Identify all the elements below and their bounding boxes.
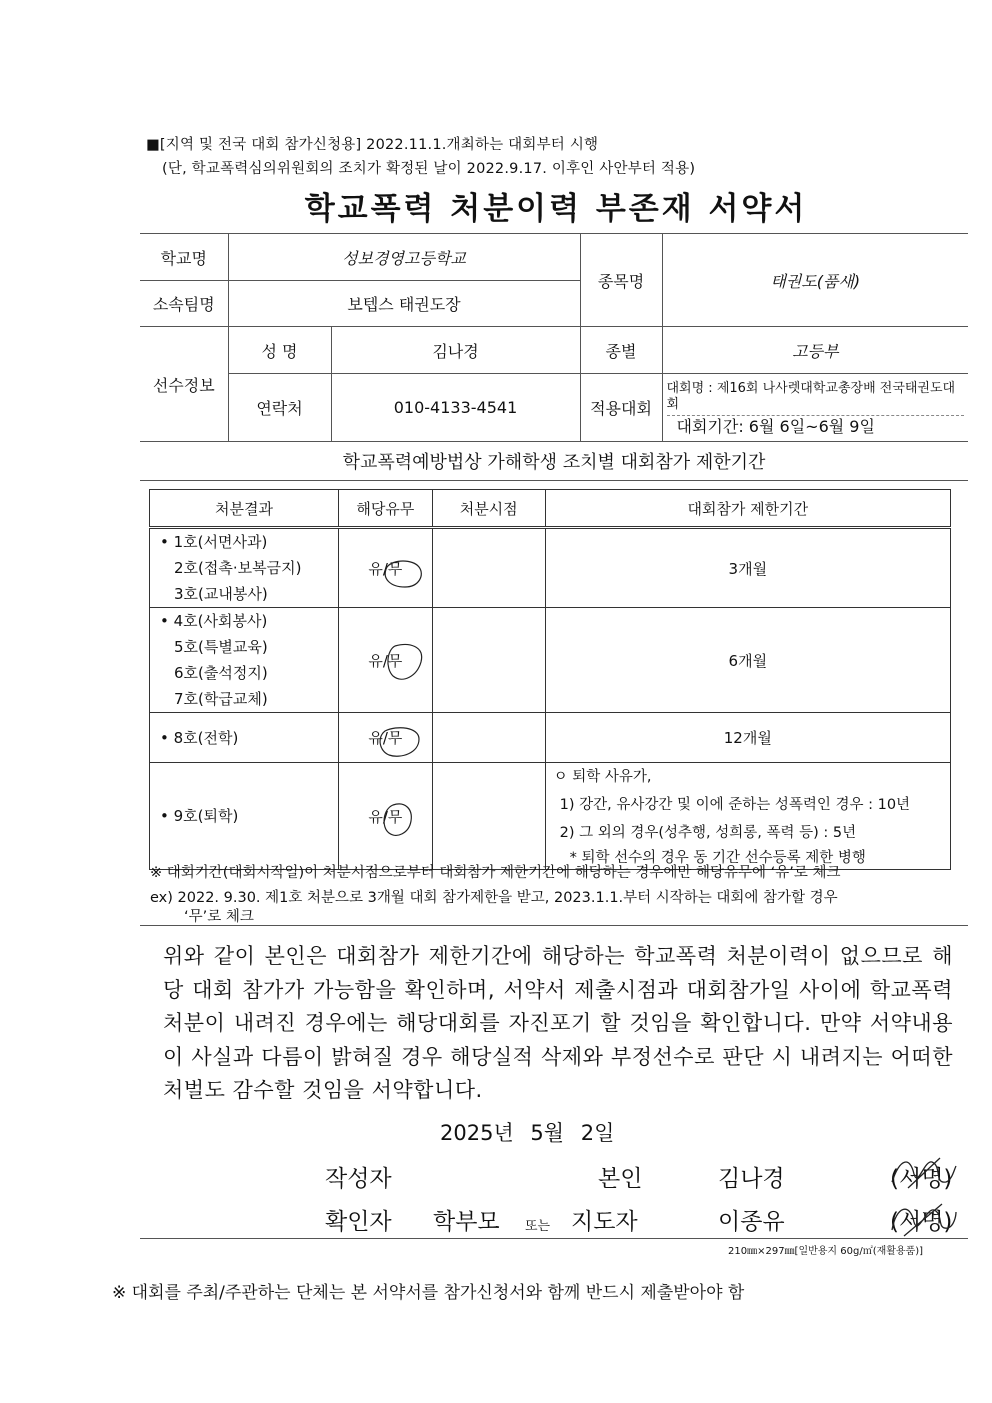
penalty-items: • 9호(퇴학) [150, 763, 339, 870]
or-label: 또는 [525, 1219, 551, 1234]
divider [140, 480, 968, 481]
writer-label: 작성자 [325, 1166, 392, 1192]
divider [140, 1238, 968, 1239]
circle-mark-icon [379, 801, 419, 841]
table-row [150, 713, 951, 763]
penalty-items: • 8호(전학) [150, 713, 339, 763]
name-label: 성 명 [228, 327, 331, 374]
division-value: 고등부 [662, 327, 968, 374]
penalty-table [149, 489, 951, 870]
team-label: 소속팀명 [140, 281, 228, 327]
table-row [150, 763, 951, 870]
penalty-time [432, 608, 545, 713]
applicable-check[interactable]: 유/무 [338, 763, 432, 870]
tournament-name: 대회명 : 제16회 나사렛대학교총장배 전국태권도대회 [667, 381, 965, 416]
tournament-cell [662, 374, 968, 442]
header-applicable: 해당유무 [338, 490, 432, 528]
circle-mark-icon [383, 642, 427, 686]
tournament-period: 대회기간: 6월 6일~6월 9일 [676, 416, 875, 436]
penalty-limit: ㅇ 퇴학 사유가, 1) 강간, 유사강간 및 이에 준하는 성폭력인 경우 : 10년 2) 그 외의 경우(성추행, 성희롱, 폭력 등) : 5년 * 퇴학 선수의 경우 동 기간 선수등록 제한 병행 [545, 763, 950, 870]
confirmer-label: 확인자 [325, 1209, 392, 1235]
penalty-limit: 12개월 [545, 713, 950, 763]
school-value: 성보경영고등학교 [228, 234, 580, 281]
penalty-limit: 6개월 [545, 608, 950, 713]
header-time: 처분시점 [432, 490, 545, 528]
writer-name: 김나경 [718, 1166, 785, 1192]
school-label: 학교명 [140, 234, 228, 281]
team-value: 보텝스 태권도장 [228, 281, 580, 327]
circle-mark-icon [379, 557, 427, 591]
footer-note: ※ 대회를 주최/주관하는 단체는 본 서약서를 참가신청서와 함께 반드시 제출받아야 함 [112, 1283, 745, 1303]
tournament-label: 적용대회 [580, 374, 662, 442]
contact-value: 010-4133-4541 [331, 374, 580, 442]
header-result: 처분결과 [150, 490, 339, 528]
player-info-table [140, 233, 968, 442]
sign-date: 2025년 5월 2일 [440, 1121, 615, 1145]
event-label: 종목명 [580, 234, 662, 327]
document-title: 학교폭력 처분이력 부존재 서약서 [304, 191, 808, 227]
note-2: ex) 2022. 9.30. 제1호 처분으로 3개월 대회 참가제한을 받고, 2023.1.1.부터 시작하는 대회에 참가할 경우 [150, 890, 838, 906]
note-1: ※ 대회기간(대회시작일)이 처분시점으로부터 대회참가 제한기간에 해당하는 경우에만 해당유무에 ‘유’로 체크 [150, 865, 841, 881]
coach-label: 지도자 [571, 1209, 638, 1235]
penalty-time [432, 528, 545, 608]
contact-label: 연락처 [228, 374, 331, 442]
signature-scribble-icon [886, 1196, 958, 1240]
player-info-label: 선수정보 [140, 327, 228, 442]
penalty-items: • 1호(서면사과) 2호(접촉·보복금지) 3호(교내봉사) [150, 528, 339, 608]
name-value: 김나경 [331, 327, 580, 374]
header-limit: 대회참가 제한기간 [545, 490, 950, 528]
division-label: 종별 [580, 327, 662, 374]
table-row [150, 528, 951, 608]
penalty-limit: 3개월 [545, 528, 950, 608]
note-3: ‘무’로 체크 [184, 909, 254, 925]
applicable-check[interactable]: 유/무 [338, 608, 432, 713]
confirmer-sign-label: (서명) [890, 1209, 953, 1235]
signature-scribble-icon [888, 1152, 958, 1194]
self-label: 본인 [598, 1166, 643, 1192]
applicable-check[interactable]: 유/무 [338, 713, 432, 763]
parent-label: 학부모 [433, 1209, 500, 1235]
table-row [150, 608, 951, 713]
penalty-time [432, 763, 545, 870]
pledge-text: 위와 같이 본인은 대회참가 제한기간에 해당하는 학교폭력 처분이력이 없으므로 해당 대회 참가가 가능함을 확인하며, 서약서 제출시점과 대회참가일 사이에 학교폭력 처분이 내려진 경우에는 해당대회를 자진포기 할 것임을 확인합니다. 만약 서약내용이 사실과 다름이 밝혀질 경우 해당실적 삭제와 부정선수로 판단 시 내려지는 어떠한 처벌도 감수할 것임을 서약합니다. [163, 944, 953, 1102]
penalty-time [432, 713, 545, 763]
confirmer-name: 이종유 [718, 1209, 785, 1235]
notice-line-1: ■[지역 및 전국 대회 참가신청용] 2022.11.1.개최하는 대회부터 시행 [146, 137, 599, 153]
section-title: 학교폭력예방법상 가해학생 조치별 대회참가 제한기간 [342, 452, 766, 473]
paper-spec: 210㎜×297㎜[일반용지 60g/㎡(재활용품)] [728, 1246, 924, 1257]
writer-sign-label: (서명) [890, 1166, 953, 1192]
circle-mark-icon [375, 723, 425, 761]
divider [140, 925, 968, 926]
event-value: 태권도(품새) [662, 234, 968, 327]
penalty-items: • 4호(사회봉사) 5호(특별교육) 6호(출석정지) 7호(학급교체) [150, 608, 339, 713]
notice-line-2: (단, 학교폭력심의위원회의 조치가 확정된 날이 2022.9.17. 이후인 사안부터 적용) [162, 161, 696, 177]
applicable-check[interactable]: 유/무 [338, 528, 432, 608]
